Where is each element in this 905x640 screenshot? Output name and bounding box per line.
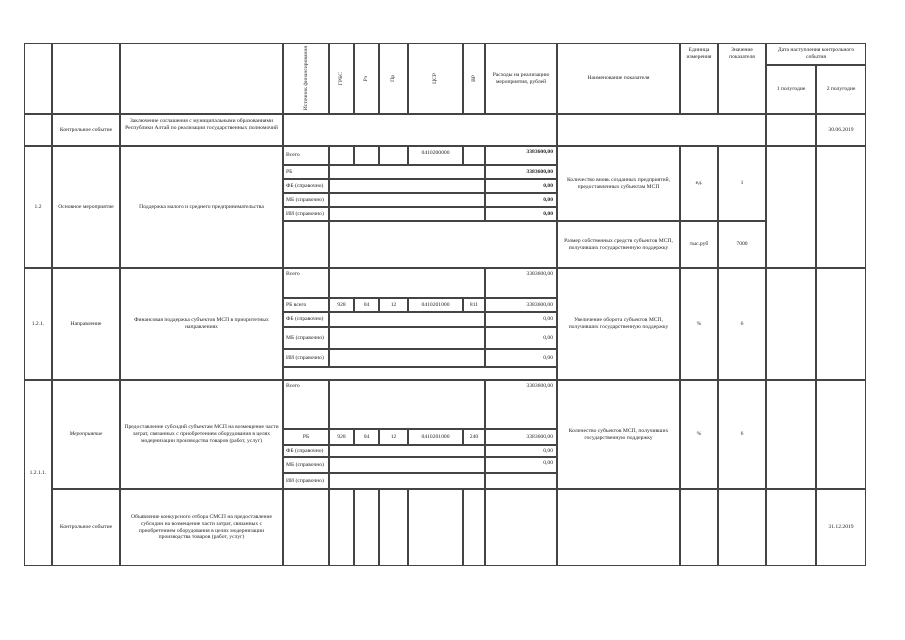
document-table [24, 43, 866, 566]
header-half1-label: 1 полугодие [776, 86, 806, 92]
event2-date-cell [816, 489, 866, 566]
row121-amount-cell [485, 312, 557, 327]
event1-finance-cell [283, 114, 557, 146]
event1-half1-cell [766, 114, 816, 146]
event2-src-cell [283, 489, 329, 566]
row12-half2-cell [816, 146, 866, 268]
row12-unit2-cell [680, 221, 718, 268]
row12-amount: 0,00 [543, 182, 553, 189]
header-date-cell [766, 43, 866, 65]
event2-pr-cell [379, 489, 408, 566]
event2-vr-cell [463, 489, 485, 566]
event1-type-label: Контрольное событие [59, 126, 113, 133]
event1-indicator-cell [557, 114, 766, 146]
header-expenses-label: Расходы на реализацию мероприятия, рублей [492, 71, 550, 85]
row12-src-cell [283, 207, 329, 221]
row121-blank-cell [329, 327, 485, 349]
row12-type: Основное мероприятие [58, 203, 114, 210]
row1211-blank-cell [329, 380, 485, 429]
header-value-cell [718, 43, 766, 114]
row12-amount: 0,00 [543, 210, 553, 217]
row1211-blank-cell [329, 473, 485, 489]
row121-text: Финансовая поддержка субъектов МСП в приоритетных направлениях [134, 317, 269, 330]
row121-src-label: ФБ (справочно) [286, 316, 324, 322]
row12-type-cell [52, 146, 120, 268]
row12-src-cell [283, 165, 329, 179]
row121-src-cell [283, 349, 329, 367]
row121-amount-cell [485, 327, 557, 349]
event2-grbs-cell [329, 489, 354, 566]
row1211-pr-cell [379, 429, 408, 445]
row12-value1: 1 [740, 180, 744, 186]
header-vr-cell [463, 43, 485, 114]
row1211-src-label: ФБ (справочно) [286, 447, 324, 454]
event2-indicator-cell [557, 489, 680, 566]
row1211-type-cell [52, 380, 120, 489]
row12-src-label: Всего [286, 152, 300, 158]
row1211-src-label: РБ [302, 433, 310, 440]
header-pr-label: Пр [390, 75, 396, 82]
row121-src-cell [283, 268, 329, 298]
row1211-rz: 04 [363, 433, 370, 440]
event2-text: Объявление конкурсного отбора СМСП на предоставление субсидии на возмещение части затрат, связанных с приобретением оборудования в целях модернизации производства товаров (работ, услуг) [130, 513, 272, 541]
row1211-indicator: Количество субъектов МСП, получивших государственную поддержку [568, 427, 669, 441]
row1211-rz-cell [354, 429, 379, 445]
row1211-amount-empty-cell [485, 473, 557, 489]
row121-src-label: ИИ (справочно) [286, 354, 324, 361]
row1211-indicator-cell [557, 380, 680, 489]
row12-indicator2: Размер собственных средств субъектов МСП, получивших государственную поддержку [564, 237, 673, 251]
row1211-vr-cell [463, 429, 485, 445]
row121-blank-cell [329, 312, 485, 327]
header-type-cell [52, 43, 120, 114]
row12-indicator1-cell [557, 146, 680, 221]
row1211-vr: 240 [469, 433, 479, 440]
row12-amount: 3383600,00 [526, 168, 553, 175]
row12-pr-cell [379, 146, 408, 165]
row121-blank-cell [329, 268, 485, 298]
row12-src-label: ФБ (справочно) [286, 182, 324, 189]
row1211-grbs: 928 [337, 433, 346, 440]
row12-value1-cell [718, 146, 766, 221]
row1211-src-label: Всего [286, 383, 300, 389]
row121-pr: 12 [390, 301, 397, 308]
row12-unit2: тыс.руб [689, 241, 709, 247]
event2-half1-cell [766, 489, 816, 566]
row1211-src-label: ИИ (справочно) [286, 477, 324, 484]
row1211-blank-cell [329, 445, 485, 457]
header-num-cell [24, 43, 52, 114]
row121-rz: 04 [363, 301, 370, 308]
row121-indicator-cell [557, 268, 680, 380]
row121-grbs-cell [329, 298, 354, 312]
event1-date-cell [816, 114, 866, 146]
row121-vr: 811 [469, 301, 479, 308]
row1211-amount: 3383600,00 [526, 383, 553, 389]
row1211-half1-cell [766, 380, 816, 489]
event1-text-cell [120, 114, 283, 146]
row1211-amount: 0,00 [543, 447, 553, 454]
row12-vr-cell [463, 146, 485, 165]
row1211-src-cell [283, 380, 329, 429]
row1211-src-cell [283, 445, 329, 457]
row121-vr-cell [463, 298, 485, 312]
event2-unit-cell [680, 489, 718, 566]
header-grbs-cell [329, 43, 354, 114]
event1-text: Заключение соглашения с муниципальными образованиями Республики Алтай по реализации государственных полномочий [125, 118, 278, 131]
row1211-amount-cell [485, 457, 557, 473]
row121-amount-cell [485, 268, 557, 298]
row12-amount: 0,00 [543, 196, 553, 203]
row12-amount-cell [485, 193, 557, 207]
row121-amount: 0,00 [543, 334, 553, 341]
row12-amount-cell [485, 165, 557, 179]
header-name-cell [120, 43, 283, 114]
row1211-amount-cell [485, 380, 557, 429]
row121-amount: 3383600,00 [526, 301, 553, 308]
row12-amount-cell [485, 179, 557, 193]
row121-src-label: МБ (справочно) [286, 334, 324, 341]
header-csr-cell [408, 43, 463, 114]
event2-type-label: Контрольное событие [59, 524, 113, 530]
row1211-pr: 12 [390, 433, 397, 440]
row12-src-cell [283, 146, 329, 165]
event2-csr-cell [408, 489, 463, 566]
row1211-text: Предоставление субсидий субъектам МСП на возмещение части затрат, связанных с приобретением оборудования в целях модернизации производства товаров (работ, услуг) [124, 424, 279, 444]
row1211-amount: 3383600,00 [526, 433, 553, 440]
header-expenses-cell [485, 43, 557, 114]
row1211-half2-cell [816, 380, 866, 489]
row12-indicator1: Количество вновь созданных предприятий, предоставленных субъектам МСП [566, 176, 671, 190]
row121-unit-cell [680, 268, 718, 380]
row1211-type: Мероприятие [69, 431, 103, 437]
row12-amount-cell [485, 146, 557, 165]
row121-half1-cell [766, 268, 816, 380]
header-csr-label: ЦСР [432, 73, 438, 84]
row12-blank-cell [329, 165, 485, 179]
row121-grbs: 928 [337, 301, 346, 308]
header-source-cell [283, 43, 329, 114]
header-value-label: Значение показателя [729, 47, 755, 60]
header-pr-cell [379, 43, 408, 114]
row1211-unit-cell [680, 380, 718, 489]
header-half1-cell [766, 65, 816, 114]
row12-src-label: МБ (справочно) [286, 196, 324, 203]
row121-amount-cell [485, 298, 557, 312]
row121-blank-cell [329, 349, 485, 367]
row121-amount: 0,00 [543, 354, 553, 361]
row121-amount-cell [485, 349, 557, 367]
event2-value-cell [718, 489, 766, 566]
row1211-csr: 0410201000 [421, 433, 450, 440]
row12-unit1: ед. [695, 180, 703, 186]
row121-unit: % [696, 320, 702, 327]
row121-value-cell [718, 268, 766, 380]
row121-num-cell [24, 268, 52, 380]
event2-amount-cell [485, 489, 557, 566]
row1211-value-cell [718, 380, 766, 489]
header-indicator-cell [557, 43, 680, 114]
row12-csr-cell [408, 146, 463, 165]
event1-num-cell [24, 114, 52, 146]
event2-rz-cell [354, 489, 379, 566]
row12-num-cell [24, 146, 52, 268]
row1211-value: 6 [740, 431, 744, 437]
row1211-unit: % [696, 431, 702, 437]
row121-half2-cell [816, 268, 866, 380]
row121-src-cell [283, 312, 329, 327]
header-rz-label: Рз [363, 75, 369, 82]
row121-src-cell [283, 298, 329, 312]
row1211-grbs-cell [329, 429, 354, 445]
row12-blank-cell [329, 193, 485, 207]
row121-csr: 0410201000 [421, 301, 450, 308]
row1211-amount: 0,00 [543, 460, 553, 466]
row12-unit1-cell [680, 146, 718, 221]
row121-src-label: РБ всего [286, 301, 307, 308]
header-source-label: Источник финансирования [302, 46, 309, 111]
row121-src-cell [283, 327, 329, 349]
row1211-text-cell [120, 380, 283, 489]
row121-type-cell [52, 268, 120, 380]
row12-src-label: ИИ (справочно) [286, 210, 324, 217]
event2-type-cell [52, 489, 120, 566]
row12-blank-cell [329, 221, 557, 268]
header-unit-cell [680, 43, 718, 114]
row121-rz-cell [354, 298, 379, 312]
row1211-csr-cell [408, 429, 463, 445]
event2-text-cell [120, 489, 283, 566]
header-unit-label: Единица измерения [686, 47, 712, 60]
header-rz-cell [354, 43, 379, 114]
row12-rz-cell [354, 146, 379, 165]
row12-value2: 7000 [736, 241, 748, 247]
row1211-amount-cell [485, 429, 557, 445]
row121-src-label: Всего [286, 271, 300, 277]
row1211-src-cell [283, 457, 329, 473]
row12-src-label: РБ [286, 168, 293, 175]
row12-indicator2-cell [557, 221, 680, 268]
event1-date: 30.06.2019 [828, 126, 854, 133]
header-date-label: Дата наступления контрольного события [777, 47, 855, 60]
row121-blank-cell [283, 367, 557, 380]
row12-num: 1.2 [34, 203, 42, 210]
row1211-src-label: МБ (справочно) [286, 461, 324, 468]
row121-text-cell [120, 268, 283, 380]
row12-text: Поддержка малого и среднего предпринимательства [139, 203, 264, 210]
row12-src-cell [283, 179, 329, 193]
row12-blank-cell [329, 179, 485, 193]
row12-amount: 3383600,00 [526, 149, 553, 155]
header-vr-label: ВР [470, 75, 477, 82]
event1-type-cell [52, 114, 120, 146]
row12-text-cell [120, 146, 283, 268]
row121-indicator: Увеличение оборота субъектов МСП, получивших государственную поддержку [568, 317, 669, 330]
row12-value2-cell [718, 221, 766, 268]
row12-half1-cell [766, 146, 816, 268]
row12-src-empty-cell [283, 221, 329, 268]
row121-value: 6 [740, 320, 744, 327]
header-half2-cell [816, 65, 866, 114]
row121-amount: 0,00 [543, 316, 553, 322]
header-half2-label: 2 полугодие [826, 86, 856, 92]
row1211-num-cell [24, 380, 52, 566]
row121-amount: 3383600,00 [526, 271, 553, 277]
row121-type: Направление [70, 320, 102, 327]
header-indicator-label: Наименование показателя [587, 75, 650, 81]
row1211-src-cell [283, 473, 329, 489]
row1211-blank-cell [329, 457, 485, 473]
row12-csr: 0410200000 [421, 150, 450, 156]
row1211-amount-cell [485, 445, 557, 457]
row121-csr-cell [408, 298, 463, 312]
row12-amount-cell [485, 207, 557, 221]
row12-blank-cell [329, 207, 485, 221]
row1211-src-cell [283, 429, 329, 445]
row121-pr-cell [379, 298, 408, 312]
header-grbs-label: ГРБС [338, 71, 344, 86]
row12-src-cell [283, 193, 329, 207]
row12-grbs-cell [329, 146, 354, 165]
event2-date: 31.12.2019 [828, 524, 854, 530]
row1211-num: 1.2.1.1. [29, 469, 47, 476]
row121-num: 1.2.1. [31, 320, 45, 327]
